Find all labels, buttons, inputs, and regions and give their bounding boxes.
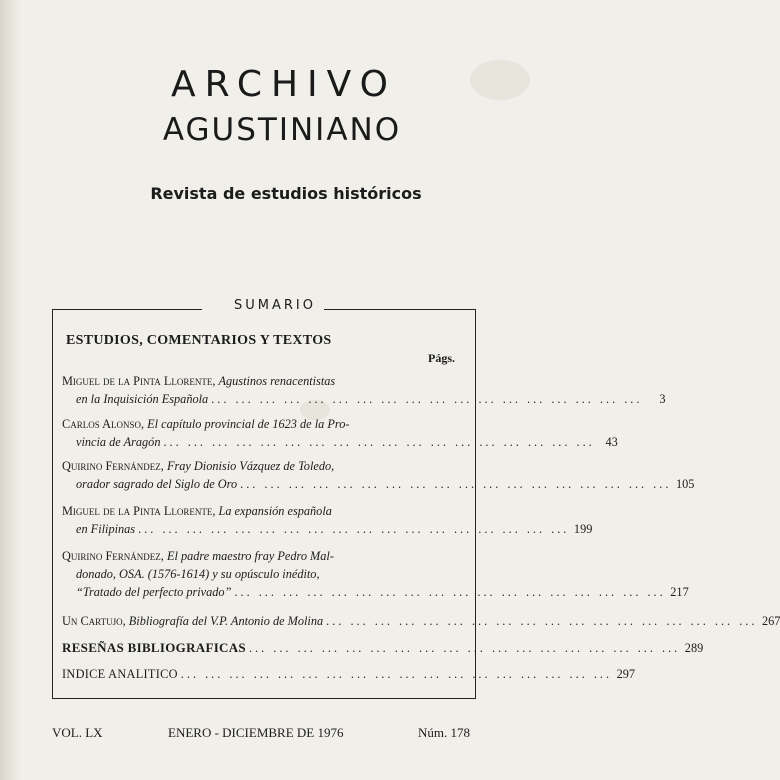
footer-issue-number: Núm. 178 — [418, 725, 470, 740]
entry-page: 3 — [659, 392, 666, 406]
toc-entry — [62, 415, 618, 451]
leader-dots: ... ... ... ... ... ... ... ... ... ... ... ... ... ... ... ... ... ... — [248, 641, 681, 655]
entry-author: Carlos Alonso, — [62, 417, 145, 431]
leader-dots: ... ... ... ... ... ... ... ... ... ... ... ... ... ... ... ... ... ... — [234, 585, 666, 599]
entry-title: El capítulo provincial de 1623 de la Pro- — [147, 417, 350, 431]
entry-title-cont: vincia de Aragón — [76, 435, 161, 449]
journal-title-line1: ARCHIVO — [170, 64, 397, 105]
entry-page: 105 — [675, 477, 695, 491]
journal-title-line2: AGUSTINIANO — [162, 112, 402, 148]
reviews-label: RESEÑAS BIBLIOGRAFICAS — [62, 640, 246, 655]
entry-page: 297 — [616, 667, 636, 681]
leader-dots: ... ... ... ... ... ... ... ... ... ... ... ... ... ... ... ... ... ... — [163, 435, 595, 449]
leader-dots: ... ... ... ... ... ... ... ... ... ... ... ... ... ... ... ... ... ... — [240, 477, 672, 491]
journal-subtitle: Revista de estudios históricos — [150, 184, 422, 203]
toc-entry-index — [62, 665, 636, 683]
entry-page: 217 — [670, 585, 689, 599]
toc-entry-reviews — [62, 639, 704, 657]
leader-dots: ... ... ... ... ... ... ... ... ... ... ... ... ... ... ... ... ... ... — [180, 667, 613, 681]
entry-title-cont: en Filipinas — [76, 522, 136, 536]
leader-dots: ... ... ... ... ... ... ... ... ... ... ... ... ... ... ... ... ... ... — [326, 614, 758, 628]
entry-author: Quirino Fernández, — [62, 459, 164, 473]
entry-title: Fray Dionisio Vázquez de Toledo, — [166, 459, 335, 473]
entry-title-cont: en la Inquisición Española — [76, 392, 209, 406]
entry-title: La expansión española — [218, 504, 332, 518]
toc-entry — [62, 372, 666, 408]
entry-page: 199 — [573, 522, 593, 536]
footer-volume: VOL. LX — [52, 725, 103, 740]
index-label: INDICE ANALITICO — [62, 667, 178, 681]
entry-author: Miguel de la Pinta Llorente, — [62, 374, 216, 388]
entry-title: El padre maestro fray Pedro Mal- — [166, 549, 334, 563]
footer-date: ENERO - DICIEMBRE DE 1976 — [168, 725, 344, 740]
entry-title-cont: “Tratado del perfecto privado” — [76, 585, 232, 599]
entry-title: Agustinos renacentistas — [218, 374, 336, 388]
entry-title-cont: donado, OSA. (1576-1614) y su opúsculo inédito, — [76, 567, 320, 581]
toc-entry — [62, 612, 780, 630]
entry-page: 267 — [761, 614, 780, 628]
entry-title: Bibliografía del V.P. Antonio de Molina — [128, 614, 324, 628]
toc-entry — [62, 502, 593, 538]
entry-page: 43 — [605, 435, 618, 449]
entry-title-cont: orador sagrado del Siglo de Oro — [76, 477, 238, 491]
entry-page: 289 — [684, 641, 704, 655]
leader-dots: ... ... ... ... ... ... ... ... ... ... ... ... ... ... ... ... ... ... — [211, 392, 643, 406]
toc-entry — [62, 457, 695, 493]
entry-author: Un Cartujo, — [62, 614, 126, 628]
leader-dots: ... ... ... ... ... ... ... ... ... ... ... ... ... ... ... ... ... ... — [138, 522, 570, 536]
section-heading: ESTUDIOS, COMENTARIOS Y TEXTOS — [66, 333, 332, 348]
entry-author: Quirino Fernández, — [62, 549, 164, 563]
contents-heading: SUMARIO — [234, 298, 316, 313]
toc-entry — [62, 547, 689, 601]
pages-column-label: Págs. — [428, 351, 455, 365]
entry-author: Miguel de la Pinta Llorente, — [62, 504, 216, 518]
